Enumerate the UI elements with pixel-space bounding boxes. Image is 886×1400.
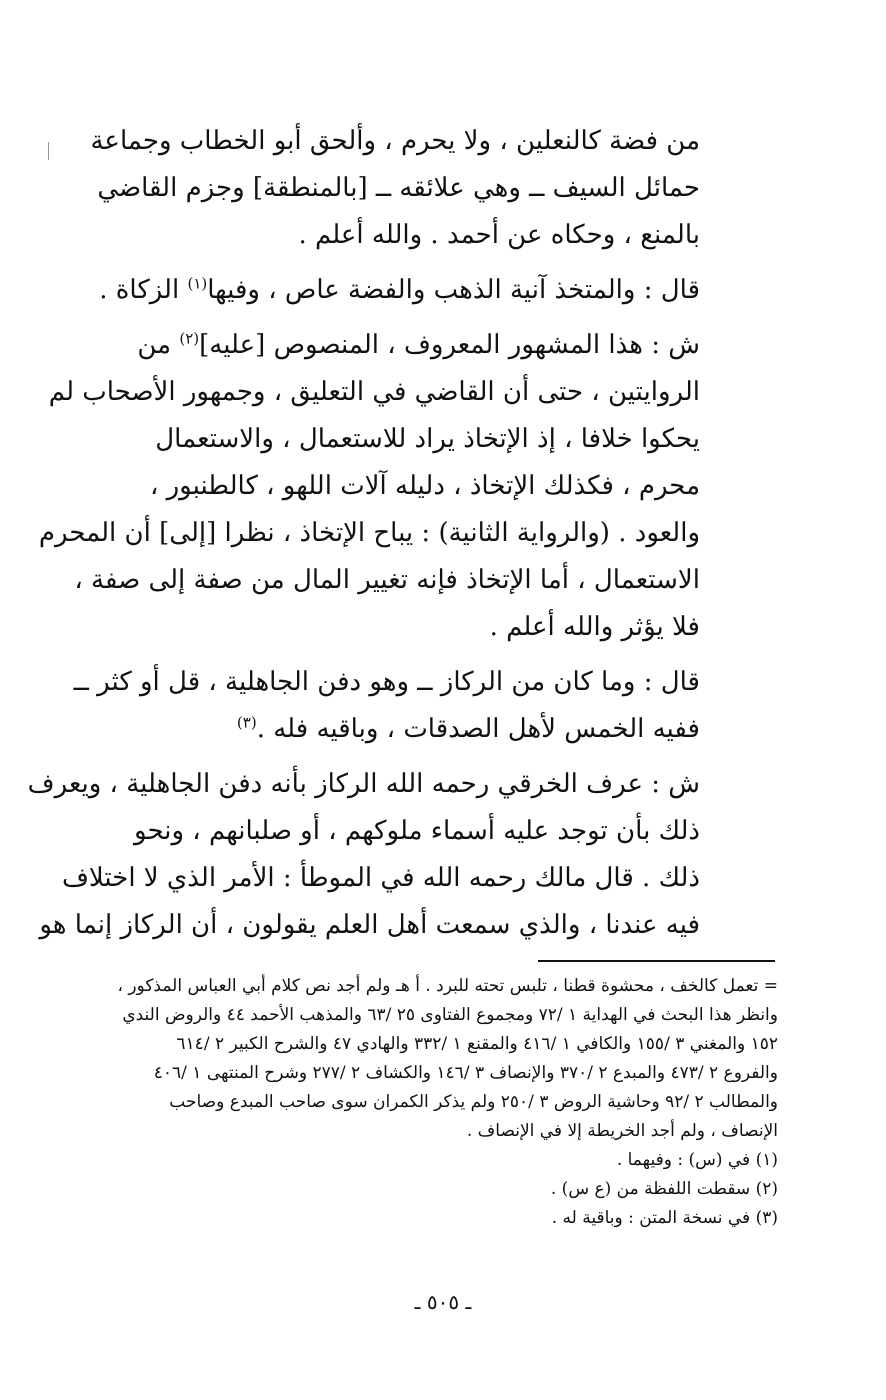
footnote-continued-line: والفروع ٢ /٤٧٣ والمبدع ٢ /٣٧٠ والإنصاف ٣ /١٤٦ والكشاف ٢ /٢٧٧ وشرح المنتهى ١ /٤٠٦ bbox=[153, 1063, 778, 1083]
text-line: يحكوا خلافا ، إذ الإتخاذ يراد للاستعمال ، والاستعمال bbox=[155, 424, 700, 454]
text-line: والعود . (والرواية الثانية) : يباح الإتخاذ ، نظرا [إلى] أن المحرم bbox=[38, 518, 700, 548]
text-line: الروايتين ، حتى أن القاضي في التعليق ، وجمهور الأصحاب لم bbox=[48, 377, 700, 407]
paragraph-4 bbox=[73, 659, 700, 753]
footnote-continued-line: والمطالب ٢ /٩٢ وحاشية الروض ٣ /٢٥٠ ولم يذكر الكمران سوى صاحب المبدع وصاحب bbox=[169, 1092, 778, 1112]
text-line: الاستعمال ، أما الإتخاذ فإنه تغيير المال من صفة إلى صفة ، bbox=[74, 565, 700, 595]
text-line bbox=[99, 267, 700, 314]
paragraph-3 bbox=[38, 322, 700, 651]
text-line: قال : وما كان من الركاز ــ وهو دفن الجاهلية ، قل أو كثر ــ bbox=[73, 667, 700, 697]
footnote-separator bbox=[538, 960, 775, 962]
footnote-continued-line: = تعمل كالخف ، محشوة قطنا ، تلبس تحته للبرد . أ هـ ولم أجد نص كلام أبي العباس المذكور ، bbox=[117, 976, 778, 996]
footnote-3: (٣) في نسخة المتن : وباقية له . bbox=[551, 1208, 778, 1228]
footnote-continued-line: ١٥٢ والمغني ٣ /١٥٥ والكافي ١ /٤١٦ والمقنع ١ /٣٣٢ والهادي ٤٧ والشرح الكبير ٢ /٦١٤ bbox=[176, 1034, 778, 1054]
text-line: ش : عرف الخرقي رحمه الله الركاز بأنه دفن الجاهلية ، ويعرف bbox=[27, 769, 700, 799]
footnote-ref: (١) bbox=[187, 274, 208, 293]
text-segment: قال : والمتخذ آنية الذهب والفضة عاص ، وفيها bbox=[207, 275, 700, 305]
text-segment: من bbox=[137, 330, 180, 360]
text-segment: ففيه الخمس لأهل الصدقات ، وباقيه فله . bbox=[256, 714, 700, 744]
text-line: حمائل السيف ــ وهي علائقه ــ [بالمنطقة] وجزم القاضي bbox=[97, 173, 700, 203]
paragraph-2 bbox=[99, 267, 700, 314]
text-segment: ش : هذا المشهور المعروف ، المنصوص [عليه] bbox=[199, 330, 700, 360]
footnote-1: (١) في (س) : وفيهما . bbox=[616, 1150, 778, 1170]
paragraph-5 bbox=[27, 761, 700, 949]
footnote-ref: (٢) bbox=[179, 329, 200, 348]
page-number: ـ ٥٠٥ ـ bbox=[414, 1290, 472, 1314]
text-line: فيه عندنا ، والذي سمعت أهل العلم يقولون ، أن الركاز إنما هو bbox=[39, 910, 700, 940]
text-line: فلا يؤثر والله أعلم . bbox=[489, 612, 700, 642]
text-line: ذلك بأن توجد عليه أسماء ملوكهم ، أو صلبانهم ، ونحو bbox=[134, 816, 700, 846]
main-text bbox=[27, 118, 700, 957]
text-line: ذلك . قال مالك رحمه الله في الموطأ : الأمر الذي لا اختلاف bbox=[61, 863, 700, 893]
text-line: محرم ، فكذلك الإتخاذ ، دليله آلات اللهو ، كالطنبور ، bbox=[149, 471, 700, 501]
text-line: بالمنع ، وحكاه عن أحمد . والله أعلم . bbox=[298, 220, 700, 250]
margin-mark bbox=[48, 142, 49, 160]
text-line bbox=[120, 322, 700, 369]
text-line bbox=[120, 706, 700, 753]
footnote-continued-line: وانظر هذا البحث في الهداية ١ /٧٢ ومجموع الفتاوى ٢٥ /٦٣ والمذهب الأحمد ٤٤ والروض الندي bbox=[122, 1005, 778, 1025]
footnote-continued-line: الإنصاف ، ولم أجد الخريطة إلا في الإنصاف . bbox=[466, 1121, 778, 1141]
paragraph-1 bbox=[90, 118, 700, 259]
footnotes bbox=[118, 972, 778, 1233]
footnote-ref: (٣) bbox=[236, 713, 257, 732]
footnote-2: (٢) سقطت اللفظة من (ع س) . bbox=[550, 1179, 778, 1199]
text-segment: الزكاة . bbox=[99, 275, 188, 305]
text-line: من فضة كالنعلين ، ولا يحرم ، وألحق أبو الخطاب وجماعة bbox=[90, 126, 700, 156]
